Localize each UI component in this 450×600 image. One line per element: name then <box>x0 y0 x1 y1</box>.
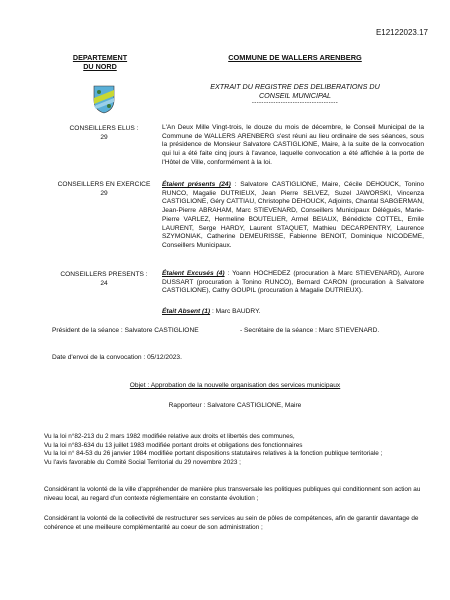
considerant-1: Considérant la volonté de la ville d'appréhender de manière plus transversale les politiques publiques qui conditionnent son action au niveau local, au regard d'un contexte réglementaire en constante évolution ; <box>44 486 421 502</box>
excuses-text: : Yoann HOCHEDEZ (procuration à Marc STIEVENARD), Aurore DUSSART (procuration à Tonino RUNCO), Bernard CARON (procuration à Salvatore CASTIGLIONE), Cathy GOUPIL (procuration à Magalie DUTRIEUX). <box>162 270 425 295</box>
exercice-label: CONSEILLERS EN EXERCICE <box>57 181 151 188</box>
commune-heading: COMMUNE DE WALLERS ARENBERG <box>228 53 362 62</box>
absent-heading: Était Absent (1) <box>162 308 211 315</box>
department-heading <box>65 53 135 71</box>
elus-label-block <box>39 125 169 142</box>
elus-count: 29 <box>100 133 108 141</box>
excuses-heading: Étaient Excusés (4) <box>162 270 225 277</box>
presents-label-block <box>39 271 169 288</box>
absent-text: : Marc BAUDRY. <box>210 308 261 315</box>
presents-label: CONSEILLERS PRESENTS : <box>60 271 148 278</box>
extrait-heading <box>190 82 400 106</box>
vu-item: Vu la loi n°83-634 du 13 juillet 1983 modifiée portant droits et obligations des fonctionnaires <box>44 441 303 449</box>
exercice-label-block <box>39 181 169 198</box>
vu-item: Vu la loi n°82-213 du 2 mars 1982 modifiée relative aux droits et libertés des communes, <box>44 433 295 440</box>
exercice-count: 29 <box>100 189 108 197</box>
excuses-paragraph <box>162 270 424 296</box>
extrait-line-2: CONSEIL MUNICIPAL <box>258 91 332 100</box>
absent-paragraph <box>162 308 424 317</box>
extrait-dots: ------------------------------------ <box>251 100 339 106</box>
seance-intro: L'An Deux Mille Vingt-trois, le douze du mois de décembre, le Conseil Municipal de la Commune de WALLERS ARENBERG s'est réuni au lieu ordinaire de ses séances, sous la présidence de Monsieur Salvatore CASTIGLIONE, Maire, à la suite de la convocation qui lui a été faite cinq jours à l'avance, laquelle convocation a été affichée à la porte de l'Hôtel de Ville, conformément à la loi. <box>162 124 424 166</box>
presents-heading: Étaient présents (24) <box>162 181 231 188</box>
presents-count: 24 <box>100 279 108 287</box>
secretaire-line: - Secrétaire de la séance : Marc STIEVENARD. <box>240 327 380 334</box>
department-line-2: DU NORD <box>83 62 117 71</box>
document-reference: E12122023.17 <box>375 28 428 37</box>
objet-line: Objet : Approbation de la nouvelle organisation des services municipaux <box>129 382 341 389</box>
department-line-1: DEPARTEMENT <box>72 53 128 62</box>
vu-item: Vu l'avis favorable du Comité Social Territorial du 29 novembre 2023 ; <box>44 458 241 466</box>
vus-list <box>44 433 426 467</box>
presents-text: : Salvatore CASTIGLIONE, Maire, Cécile DEHOUCK, Tonino RUNCO, Magalie DUTRIEUX, Jean Pierre SELVEZ, Suzel JAWORSKI, Vincenza CASTIGLIONE, Géry CATTIAU, Christophe DEHOUCK, Adjoints, Chantal SABGERMAN, Jean-Pierre ABRAHAM, Marc STIEVENARD, Conseillers Municipaux Délégués, Marie-Pierre VARLEZ, Hermeline BOUTELIER, Armel BEIAUX, Bénédicte COTTEL, Emile LAURENT, Serge HARDY, Laurent STAQUET, Mathieu DECARPENTRY, Laurence SZYMONIAK, Catherine DEMEURISSE, Fabienne BENOIT, Dominique NICODEME, Conseillers Municipaux. <box>162 181 425 249</box>
elus-label: CONSEILLERS ELUS : <box>69 125 139 132</box>
extrait-line-1: EXTRAIT DU REGISTRE DES DELIBERATIONS DU <box>210 82 380 91</box>
vu-item: Vu la loi n° 84-53 du 26 janvier 1984 modifiée portant dispositions statutaires relatives à la fonction publique territoriale ; <box>44 450 383 457</box>
considerant-2: Considérant la volonté de la collectivité de restructurer ses services au sein de pôles de compétences, afin de garantir davantage de cohérence et une meilleure complémentarité au coeur de son administration ; <box>44 515 419 531</box>
presents-paragraph <box>162 181 424 251</box>
president-line: Président de la séance : Salvatore CASTIGLIONE <box>52 327 199 334</box>
convocation-date: Date d'envoi de la convocation : 05/12/2023. <box>52 354 182 361</box>
rapporteur-line: Rapporteur : Salvatore CASTIGLIONE, Maire <box>168 402 302 409</box>
coat-of-arms-icon <box>92 84 116 114</box>
